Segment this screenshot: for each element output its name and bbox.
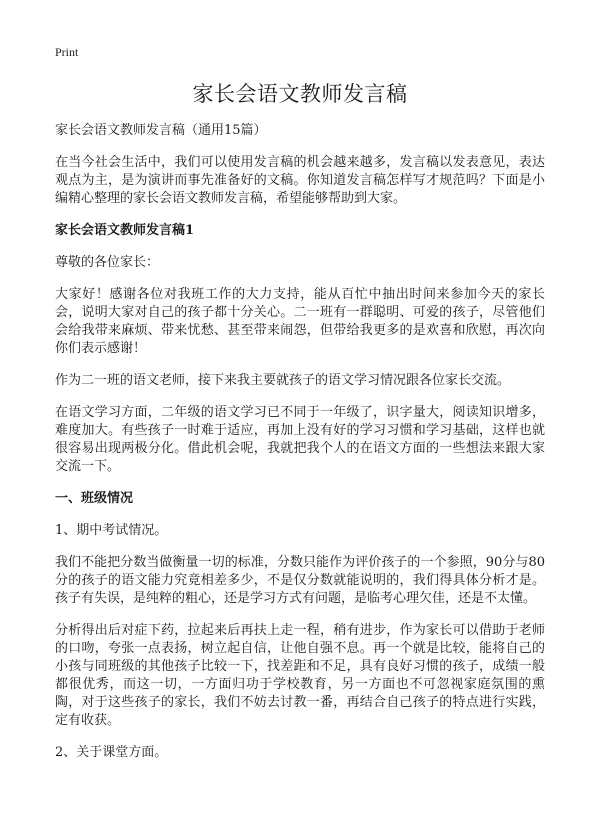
paragraph-4: 我们不能把分数当做衡量一切的标准，分数只能作为评价孩子的一个参照，90分与80分的孩子的语文能力究竟相差多少，不是仅分数就能说明的，我们得具体分析才是。孩子有失误，是纯粹的粗心，还是学习方式有问题，是临考心理欠佳，还是不太懂。 (55, 555, 545, 606)
print-link[interactable]: Print (55, 45, 79, 59)
class-situation-heading: 一、班级情况 (55, 491, 134, 506)
section-heading: 家长会语文教师发言稿1 (55, 223, 195, 238)
classroom-subheading: 2、关于课堂方面。 (55, 745, 168, 760)
paragraph-3: 在语文学习方面，二年级的语文学习已不同于一年级了，识字量大，阅读知识增多，难度加大。有些孩子一时难于适应，再加上没有好的学习习惯和学习基础，这样也就很容易出现两极分化。借此机会呢，我就把我个人的在语文方面的一些想法来跟大家交流一下。 (55, 405, 545, 474)
paragraph-1: 大家好！感谢各位对我班工作的大力支持，能从百忙中抽出时间来参加今天的家长会，说明大家对自己的孩子都十分关心。二一班有一群聪明、可爱的孩子，尽管他们会给我带来麻烦、带来忧愁、甚至带来闹怨，但带给我更多的是欢喜和欣慰，再次向你们表示感谢！ (55, 287, 545, 356)
document-title: 家长会语文教师发言稿 (192, 82, 408, 106)
greeting: 尊敬的各位家长： (55, 255, 160, 270)
paragraph-2: 作为二一班的语文老师，接下来我主要就孩子的语文学习情况跟各位家长交流。 (55, 373, 511, 388)
exam-subheading: 1、期中考试情况。 (55, 523, 168, 538)
document-subtitle: 家长会语文教师发言稿（通用15篇） (55, 123, 267, 138)
intro-paragraph: 在当今社会生活中，我们可以使用发言稿的机会越来越多，发言稿以发表意见，表达观点为主，是为演讲而事先准备好的文稿。你知道发言稿怎样写才规范吗？下面是小编精心整理的家长会语文教师发言稿，希望能够帮助到大家。 (55, 155, 545, 206)
paragraph-5: 分析得出后对症下药，拉起来后再扶上走一程，稍有进步，作为家长可以借助于老师的口吻，夸张一点表扬，树立起自信，让他自强不息。再一个就是比较，能将自己的小孩与同班级的其他孩子比较一下，找差距和不足，具有良好习惯的孩子，成绩一般都很优秀，而这一切，一方面归功于学校教育，另一方面也不可忽视家庭氛围的熏陶，对于这些孩子的家长，我们不妨去讨教一番，再结合自己孩子的特点进行实践，定有收获。 (55, 623, 545, 728)
